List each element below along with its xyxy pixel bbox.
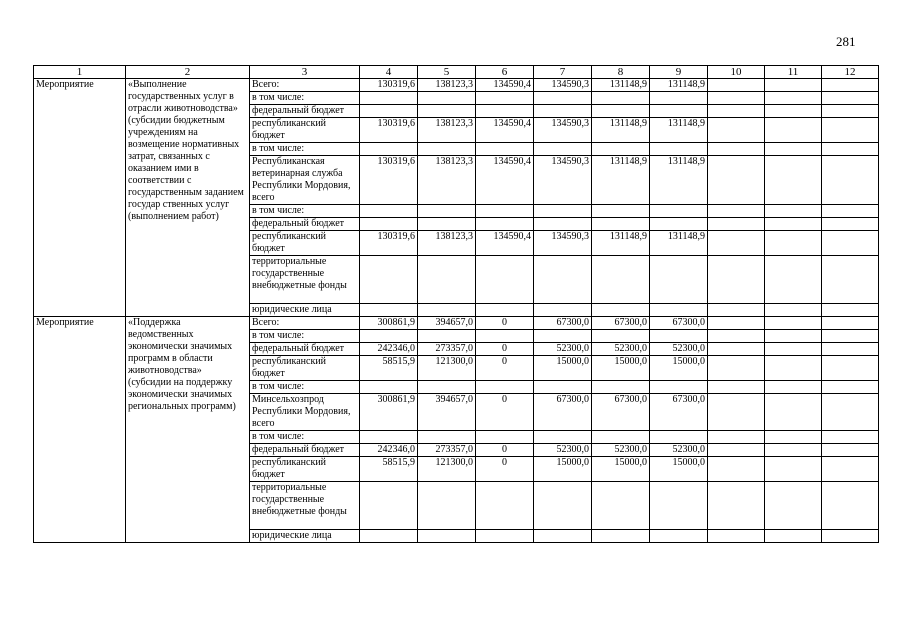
value-cell: [650, 304, 708, 317]
value-cell: 394657,0: [418, 394, 476, 431]
value-cell: 130319,6: [360, 118, 418, 143]
value-cell: 0: [476, 444, 534, 457]
funding-source-cell: территориальные государственные внебюджетные фонды: [250, 256, 360, 304]
value-cell: 15000,0: [534, 457, 592, 482]
value-cell: [592, 304, 650, 317]
value-cell: [476, 381, 534, 394]
value-cell: [650, 530, 708, 543]
value-cell: 130319,6: [360, 231, 418, 256]
value-cell: [418, 92, 476, 105]
value-cell: [360, 482, 418, 530]
value-cell: 67300,0: [592, 394, 650, 431]
value-cell: 131148,9: [650, 231, 708, 256]
value-cell: [592, 330, 650, 343]
value-cell: [360, 205, 418, 218]
value-cell: [534, 304, 592, 317]
value-cell: 300861,9: [360, 317, 418, 330]
value-cell: 121300,0: [418, 356, 476, 381]
value-cell: [476, 530, 534, 543]
value-cell: 0: [476, 457, 534, 482]
funding-source-cell: в том числе:: [250, 431, 360, 444]
funding-source-cell: Всего:: [250, 317, 360, 330]
value-cell: [765, 105, 822, 118]
value-cell: 131148,9: [650, 118, 708, 143]
value-cell: 52300,0: [650, 343, 708, 356]
value-cell: [360, 105, 418, 118]
value-cell: 138123,3: [418, 231, 476, 256]
value-cell: 130319,6: [360, 156, 418, 205]
value-cell: [822, 343, 879, 356]
value-cell: [360, 256, 418, 304]
value-cell: [708, 530, 765, 543]
page-number: 281: [836, 34, 856, 49]
value-cell: 130319,6: [360, 79, 418, 92]
value-cell: 131148,9: [592, 231, 650, 256]
value-cell: [765, 118, 822, 143]
value-cell: [360, 330, 418, 343]
value-cell: 0: [476, 343, 534, 356]
header-cell: 3: [250, 66, 360, 79]
funding-source-cell: юридические лица: [250, 530, 360, 543]
value-cell: [476, 482, 534, 530]
value-cell: [650, 381, 708, 394]
funding-source-cell: Всего:: [250, 79, 360, 92]
value-cell: [418, 205, 476, 218]
value-cell: [708, 156, 765, 205]
value-cell: [708, 205, 765, 218]
value-cell: [765, 444, 822, 457]
value-cell: [592, 218, 650, 231]
value-cell: [708, 381, 765, 394]
value-cell: [822, 256, 879, 304]
value-cell: [708, 105, 765, 118]
value-cell: [708, 218, 765, 231]
value-cell: 15000,0: [650, 457, 708, 482]
value-cell: [822, 231, 879, 256]
value-cell: [418, 381, 476, 394]
value-cell: [476, 330, 534, 343]
value-cell: [476, 143, 534, 156]
header-cell: 1: [34, 66, 126, 79]
value-cell: [765, 231, 822, 256]
value-cell: 58515,9: [360, 356, 418, 381]
value-cell: [476, 304, 534, 317]
funding-source-cell: юридические лица: [250, 304, 360, 317]
value-cell: 134590,3: [534, 231, 592, 256]
value-cell: [592, 205, 650, 218]
value-cell: [650, 330, 708, 343]
value-cell: 52300,0: [650, 444, 708, 457]
value-cell: 67300,0: [592, 317, 650, 330]
measure-name-cell: «Поддержка ведомственных экономически значимых программ в области животноводства» (субсидии на поддержку экономически значимых региональных программ): [126, 317, 250, 543]
value-cell: [360, 92, 418, 105]
value-cell: [765, 530, 822, 543]
value-cell: [534, 530, 592, 543]
value-cell: 67300,0: [534, 394, 592, 431]
funding-source-cell: федеральный бюджет: [250, 105, 360, 118]
header-cell: 2: [126, 66, 250, 79]
value-cell: 131148,9: [592, 156, 650, 205]
funding-source-cell: федеральный бюджет: [250, 343, 360, 356]
value-cell: [476, 256, 534, 304]
value-cell: [418, 530, 476, 543]
value-cell: 15000,0: [592, 356, 650, 381]
value-cell: 134590,4: [476, 118, 534, 143]
header-cell: 5: [418, 66, 476, 79]
value-cell: 15000,0: [592, 457, 650, 482]
header-cell: 11: [765, 66, 822, 79]
value-cell: [418, 105, 476, 118]
value-cell: 131148,9: [592, 118, 650, 143]
header-cell: 10: [708, 66, 765, 79]
value-cell: 67300,0: [650, 394, 708, 431]
value-cell: [765, 457, 822, 482]
value-cell: [650, 105, 708, 118]
value-cell: 273357,0: [418, 444, 476, 457]
value-cell: 134590,4: [476, 79, 534, 92]
value-cell: [822, 457, 879, 482]
value-cell: 121300,0: [418, 457, 476, 482]
funding-source-cell: Республиканская ветеринарная служба Республики Мордовия, всего: [250, 156, 360, 205]
value-cell: [765, 256, 822, 304]
value-cell: 138123,3: [418, 118, 476, 143]
value-cell: [592, 431, 650, 444]
value-cell: [534, 381, 592, 394]
value-cell: [708, 317, 765, 330]
value-cell: [822, 143, 879, 156]
value-cell: [765, 218, 822, 231]
value-cell: [418, 482, 476, 530]
value-cell: [822, 381, 879, 394]
value-cell: [708, 143, 765, 156]
value-cell: [476, 218, 534, 231]
value-cell: [822, 218, 879, 231]
value-cell: [822, 92, 879, 105]
value-cell: [822, 394, 879, 431]
value-cell: [822, 79, 879, 92]
value-cell: 0: [476, 356, 534, 381]
value-cell: [360, 218, 418, 231]
value-cell: [708, 356, 765, 381]
funding-source-cell: в том числе:: [250, 205, 360, 218]
value-cell: [765, 79, 822, 92]
value-cell: 138123,3: [418, 156, 476, 205]
value-cell: [592, 530, 650, 543]
header-cell: 6: [476, 66, 534, 79]
value-cell: [708, 394, 765, 431]
measure-type-cell: Мероприятие: [34, 317, 126, 543]
value-cell: [592, 256, 650, 304]
value-cell: 138123,3: [418, 79, 476, 92]
value-cell: [822, 105, 879, 118]
value-cell: [708, 79, 765, 92]
value-cell: [650, 482, 708, 530]
value-cell: [765, 317, 822, 330]
value-cell: 394657,0: [418, 317, 476, 330]
value-cell: [822, 330, 879, 343]
value-cell: 15000,0: [534, 356, 592, 381]
value-cell: 273357,0: [418, 343, 476, 356]
header-cell: 4: [360, 66, 418, 79]
measure-type-cell: Мероприятие: [34, 79, 126, 317]
funding-source-cell: республиканский бюджет: [250, 118, 360, 143]
value-cell: [765, 92, 822, 105]
value-cell: 131148,9: [592, 79, 650, 92]
value-cell: 67300,0: [534, 317, 592, 330]
value-cell: 134590,3: [534, 118, 592, 143]
value-cell: [418, 330, 476, 343]
value-cell: 52300,0: [534, 444, 592, 457]
value-cell: [592, 381, 650, 394]
funding-source-cell: республиканский бюджет: [250, 457, 360, 482]
value-cell: 134590,4: [476, 156, 534, 205]
value-cell: 131148,9: [650, 156, 708, 205]
value-cell: [708, 343, 765, 356]
value-cell: [650, 143, 708, 156]
value-cell: [708, 444, 765, 457]
value-cell: [592, 143, 650, 156]
value-cell: [650, 92, 708, 105]
value-cell: 52300,0: [592, 343, 650, 356]
value-cell: [650, 218, 708, 231]
value-cell: [534, 205, 592, 218]
value-cell: [650, 205, 708, 218]
value-cell: 15000,0: [650, 356, 708, 381]
value-cell: 134590,3: [534, 156, 592, 205]
funding-source-cell: Минсельхозпрод Республики Мордовия, всего: [250, 394, 360, 431]
value-cell: [765, 205, 822, 218]
value-cell: 300861,9: [360, 394, 418, 431]
value-cell: 134590,3: [534, 79, 592, 92]
value-cell: [360, 431, 418, 444]
value-cell: [534, 92, 592, 105]
value-cell: [650, 431, 708, 444]
value-cell: 131148,9: [650, 79, 708, 92]
value-cell: [765, 143, 822, 156]
value-cell: [418, 218, 476, 231]
funding-source-cell: в том числе:: [250, 330, 360, 343]
header-cell: 8: [592, 66, 650, 79]
funding-source-cell: республиканский бюджет: [250, 231, 360, 256]
value-cell: [476, 431, 534, 444]
value-cell: [822, 356, 879, 381]
value-cell: [708, 482, 765, 530]
value-cell: [708, 92, 765, 105]
header-cell: 12: [822, 66, 879, 79]
value-cell: [765, 431, 822, 444]
funding-source-cell: в том числе:: [250, 143, 360, 156]
funding-source-cell: республиканский бюджет: [250, 356, 360, 381]
value-cell: [360, 530, 418, 543]
measure-name-cell: «Выполнение государственных услуг в отрасли животноводства» (субсидии бюджетным учреждениям на возмещение нормативных затрат, связанных с оказанием ими в соответствии с государственным заданием государ ственных услуг (выполнением работ): [126, 79, 250, 317]
value-cell: [534, 431, 592, 444]
value-cell: [534, 105, 592, 118]
value-cell: [534, 218, 592, 231]
value-cell: [476, 205, 534, 218]
value-cell: [534, 482, 592, 530]
value-cell: [708, 231, 765, 256]
funding-source-cell: федеральный бюджет: [250, 218, 360, 231]
value-cell: [592, 482, 650, 530]
value-cell: 134590,4: [476, 231, 534, 256]
value-cell: [534, 330, 592, 343]
value-cell: [822, 431, 879, 444]
value-cell: [476, 105, 534, 118]
value-cell: [708, 304, 765, 317]
funding-source-cell: федеральный бюджет: [250, 444, 360, 457]
value-cell: [708, 118, 765, 143]
value-cell: [592, 92, 650, 105]
value-cell: [822, 444, 879, 457]
value-cell: [822, 156, 879, 205]
header-cell: 7: [534, 66, 592, 79]
value-cell: [534, 256, 592, 304]
table-row: [34, 79, 879, 92]
value-cell: [418, 431, 476, 444]
value-cell: [418, 304, 476, 317]
value-cell: [360, 381, 418, 394]
value-cell: [708, 330, 765, 343]
header-row: [34, 66, 879, 79]
header-cell: 9: [650, 66, 708, 79]
value-cell: [822, 482, 879, 530]
value-cell: [360, 304, 418, 317]
value-cell: 0: [476, 394, 534, 431]
value-cell: [765, 356, 822, 381]
value-cell: [765, 156, 822, 205]
value-cell: [418, 143, 476, 156]
value-cell: [822, 205, 879, 218]
value-cell: [822, 118, 879, 143]
value-cell: 67300,0: [650, 317, 708, 330]
value-cell: [822, 530, 879, 543]
value-cell: [360, 143, 418, 156]
value-cell: 58515,9: [360, 457, 418, 482]
value-cell: [765, 330, 822, 343]
value-cell: [765, 394, 822, 431]
value-cell: [765, 482, 822, 530]
value-cell: [822, 317, 879, 330]
funding-source-cell: в том числе:: [250, 381, 360, 394]
value-cell: 52300,0: [534, 343, 592, 356]
value-cell: [765, 304, 822, 317]
value-cell: [708, 431, 765, 444]
value-cell: [476, 92, 534, 105]
value-cell: [418, 256, 476, 304]
funding-source-cell: в том числе:: [250, 92, 360, 105]
table-row: [34, 317, 879, 330]
value-cell: 0: [476, 317, 534, 330]
value-cell: [708, 256, 765, 304]
value-cell: [822, 304, 879, 317]
value-cell: 242346,0: [360, 444, 418, 457]
value-cell: [765, 381, 822, 394]
value-cell: [592, 105, 650, 118]
value-cell: 52300,0: [592, 444, 650, 457]
value-cell: [650, 256, 708, 304]
funding-source-cell: территориальные государственные внебюджетные фонды: [250, 482, 360, 530]
value-cell: [765, 343, 822, 356]
value-cell: [708, 457, 765, 482]
budget-table: [33, 65, 879, 543]
value-cell: [534, 143, 592, 156]
value-cell: 242346,0: [360, 343, 418, 356]
